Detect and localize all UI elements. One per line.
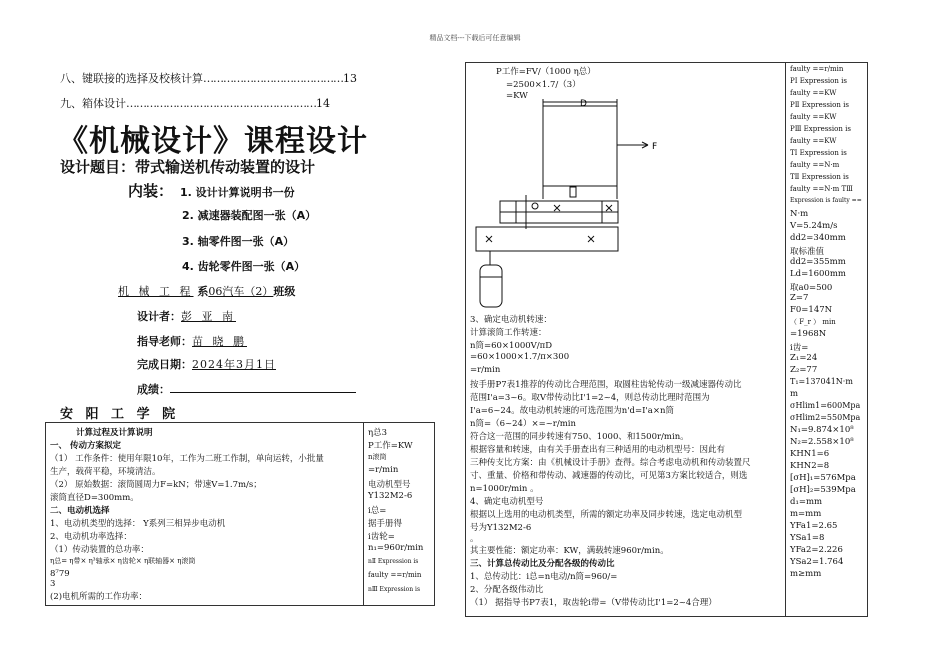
result-value: faulty ==KW: [790, 89, 837, 97]
advisor-line: [137, 333, 247, 349]
result-value: m: [790, 389, 799, 399]
result-value: TⅠ Expression is: [790, 149, 847, 157]
table-line: 3: [50, 579, 56, 589]
table-line: 2、电动机功率选择：: [50, 532, 132, 542]
result-value: faulty ==N·m TⅢ: [790, 185, 853, 193]
body-line: 其主要性能：额定功率：KW，满载转速960r/min。: [470, 546, 669, 556]
body-line: 1、总传动比：i总=n电动/n筒=960/=: [470, 572, 618, 582]
body-line: n=1000r/min 。: [470, 484, 539, 494]
toc-dots: ……………………………………: [203, 72, 343, 85]
result-value: N₁=9.874×10⁸: [790, 425, 854, 435]
toc-page: 14: [316, 97, 330, 110]
table-line: (2)电机所需的工作功率：: [50, 592, 148, 602]
diagram-label-d: D: [580, 99, 587, 109]
class-suffix: 班级: [273, 285, 296, 298]
class-name: 06汽车（2）: [208, 285, 274, 298]
date-value: 2024年3月1日: [192, 358, 276, 371]
result-value: m≥mm: [790, 569, 822, 579]
designer-label: 设计者：: [137, 310, 181, 323]
body-line: 号为Y132M2-6: [470, 523, 532, 533]
result-value: n₁=960r/min: [368, 543, 424, 553]
toc-page: 13: [343, 72, 357, 85]
contents-item: 2. 减速器装配图一张（A）: [182, 209, 317, 222]
result-value: nⅡ Expression is: [368, 558, 419, 565]
result-value: Z₂=77: [790, 365, 818, 375]
result-value: PⅠ Expression is: [790, 77, 847, 85]
result-value: 取标准值: [790, 247, 825, 257]
result-value: η总3: [368, 428, 388, 438]
result-value: faulty ==r/min: [368, 571, 422, 579]
table-line: （1）传动装置的总功率：: [50, 545, 149, 555]
result-value: faulty ==KW: [790, 137, 837, 145]
toc-dots: …………………………………………………: [126, 97, 316, 110]
table-line: 生产，载荷平稳，环境清洁。: [50, 467, 161, 477]
calc-table-left: [45, 422, 435, 606]
score-line: [137, 381, 356, 397]
result-value: YSa2=1.764: [790, 557, 844, 567]
motor: [480, 265, 502, 307]
score-label: 成绩：: [137, 383, 170, 396]
body-line: n筒=（6~24）×=~r/min: [470, 419, 576, 429]
header-note: 精品文档---下载后可任意编辑: [429, 34, 521, 42]
result-value: dd2=355mm: [790, 257, 846, 267]
body-line: 。: [470, 534, 479, 544]
school-name: 安 阳 工 学 院: [60, 407, 180, 422]
table-line: η总= η带× η³轴承× η齿轮× η联轴器× η滚筒: [50, 557, 196, 565]
result-value: [σH]₁=576Mpa: [790, 473, 856, 483]
body-line: 根据以上选用的电动机类型，所需的额定功率及同步转速，选定电动机型: [470, 510, 743, 520]
toc-label: 八、键联接的选择及校核计算: [60, 72, 203, 85]
result-value: dd2=340mm: [790, 233, 846, 243]
body-line: 范围I'a=3~6。取V带传动比I'1=2~4，则总传动比理时范围为: [470, 393, 710, 403]
result-value: [σH]₂=539Mpa: [790, 485, 856, 495]
contents-item: 1. 设计计算说明书一份: [180, 186, 295, 199]
result-value: （ F_r ） min: [790, 318, 836, 326]
table-line: 一、 传动方案拟定: [50, 441, 121, 451]
transmission-diagram: [466, 99, 666, 314]
result-value: Z₁=24: [790, 353, 818, 363]
body-line: 三、计算总传动比及分配各级的传动比: [470, 559, 615, 569]
result-value: KHN2=8: [790, 461, 830, 471]
date-line: [137, 356, 276, 372]
formula-line: =2500×1.7/（3）: [506, 80, 581, 90]
result-value: m=mm: [790, 509, 822, 519]
result-value: PⅡ Expression is: [790, 101, 849, 109]
result-value: Expression is faulty ==: [790, 197, 862, 204]
result-value: =r/min: [368, 465, 399, 475]
result-value: P工作=KW: [368, 441, 413, 451]
body-line: I'a=6~24。故电动机转速的可选范围为n'd=I'a×n筒: [470, 406, 674, 416]
result-value: σHlim1=600Mpa: [790, 401, 861, 410]
date-label: 完成日期：: [137, 358, 192, 371]
toc-entry: [60, 95, 330, 111]
advisor-value: 苗 晓 鹏: [192, 335, 247, 348]
formula-line: P工作=FV/（1000 η总）: [496, 67, 596, 77]
result-value: i齿=: [790, 343, 809, 353]
result-value: i总=: [368, 506, 387, 516]
result-value: nⅢ Expression is: [368, 586, 421, 593]
result-value: n滚筒: [368, 453, 387, 461]
dept-suffix: 系: [197, 285, 209, 298]
result-value: YFa1=2.65: [790, 521, 838, 531]
dept-line: [118, 283, 295, 299]
result-value: TⅡ Expression is: [790, 173, 849, 181]
result-value: N₂=2.558×10⁸: [790, 437, 854, 447]
doc-title: 《机械设计》课程设计: [58, 124, 368, 159]
result-value: d₁=mm: [790, 497, 823, 507]
body-line: =r/min: [470, 365, 501, 375]
result-value: faulty ==KW: [790, 113, 837, 121]
column-divider: [785, 63, 786, 616]
belt-drive: [476, 227, 618, 251]
calc-page-right: [465, 62, 868, 617]
column-divider: [363, 423, 364, 605]
result-value: Z=7: [790, 293, 809, 303]
body-line: 按手册P7表1推荐的传动比合理范围，取圆柱齿轮传动一级减速器传动比: [470, 380, 742, 390]
result-value: N·m: [790, 209, 809, 219]
table-line: （2） 原始数据：滚筒圆周力F=kN；带速V=1.7m/s；: [50, 480, 262, 490]
result-value: PⅢ Expression is: [790, 125, 851, 133]
result-value: Y132M2-6: [368, 491, 413, 501]
result-value: =1968N: [790, 329, 827, 339]
body-line: （1） 据指导书P7表1，取齿轮i带=（V带传动比I'1=2~4合理）: [470, 598, 717, 608]
contents-item: 3. 轴零件图一张（A）: [182, 235, 295, 248]
contents-item: 4. 齿轮零件图一张（A）: [182, 260, 306, 273]
body-line: =60×1000×1.7/π×300: [470, 352, 570, 362]
body-line: 计算滚筒工作转速：: [470, 328, 547, 338]
body-line: 2、分配各级伟动比: [470, 585, 544, 595]
body-line: 符合这一范围的同步转速有750、1000、和1500r/min。: [470, 432, 689, 442]
table-line: 滚筒直径D=300mm。: [50, 493, 139, 503]
drum-rect: [543, 106, 617, 186]
table-line: 二、电动机选择: [50, 506, 110, 516]
table-line: 1、电动机类型的选择： Y系列三相异步电动机: [50, 519, 226, 529]
designer-line: [137, 308, 236, 324]
result-value: YSa1=8: [790, 533, 825, 543]
score-blank: [170, 382, 356, 393]
formula-line: =KW: [506, 91, 528, 101]
table-line: （1） 工作条件：使用年限10年，工作为二班工作制，单向运转，小批量: [50, 454, 324, 464]
body-line: n筒=60×1000V/πD: [470, 341, 553, 351]
toc-entry: [60, 70, 357, 86]
result-value: i齿轮=: [368, 532, 395, 542]
result-value: YFa2=2.226: [790, 545, 843, 555]
advisor-label: 指导老师：: [137, 335, 192, 348]
doc-subtitle: 设计题目：带式输送机传动装置的设计: [60, 158, 316, 176]
body-line: 三种传支比方案：由《机械设计手册》查得。综合考虑电动机和传动装置尺: [470, 458, 751, 468]
designer-value: 彭 亚 南: [181, 310, 236, 323]
result-value: σHlim2=550Mpa: [790, 413, 861, 422]
result-value: V=5.24m/s: [790, 221, 838, 231]
contents-label: 内装：: [128, 182, 174, 200]
result-value: faulty ==N·m: [790, 161, 840, 169]
body-line: 寸、重量、价格和带传动、减速器的传动比，可见第3方案比较适合，则选: [470, 471, 748, 481]
toc-label: 九、箱体设计: [60, 97, 126, 110]
result-value: Ld=1600mm: [790, 269, 846, 279]
body-line: 根据容量和转速，由有关手册查出有三种适用的电动机型号：因此有: [470, 445, 726, 455]
result-value: F0=147N: [790, 305, 833, 315]
table-header: 计算过程及计算说明: [76, 428, 153, 438]
result-value: faulty ==r/min: [790, 65, 844, 73]
body-line: 4、确定电动机型号: [470, 497, 544, 507]
result-value: 电动机型号: [368, 480, 411, 490]
result-value: KHN1=6: [790, 449, 830, 459]
dept-name: 机 械 工 程: [118, 285, 194, 298]
result-value: 取a0=500: [790, 283, 833, 293]
table-line: 8⁷79: [50, 569, 70, 579]
diagram-label-f: F: [652, 142, 658, 152]
body-line: 3、确定电动机转速：: [470, 315, 552, 325]
result-value: 据手册得: [368, 519, 403, 529]
result-value: T₁=137041N·m: [790, 377, 853, 386]
